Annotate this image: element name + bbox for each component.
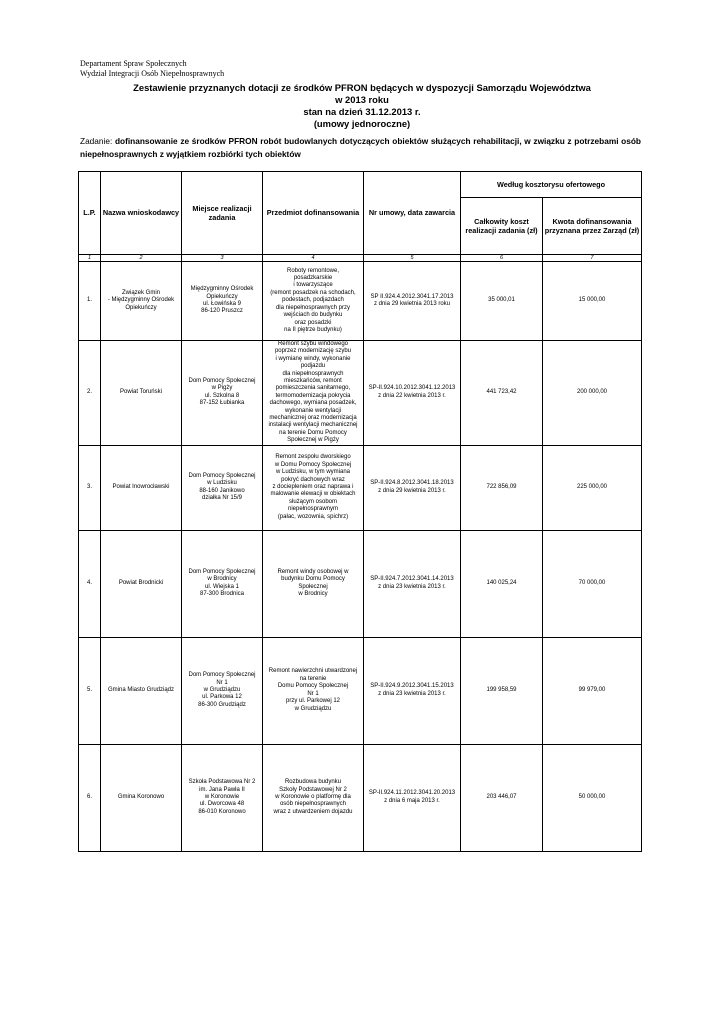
contract-cell: SP-II.924.10.2012.3041.12.2013 z dnia 22 kwietnia 2013 r. bbox=[364, 341, 461, 446]
table-row bbox=[79, 637, 642, 744]
title-line-4: (umowy jednoroczne) bbox=[313, 118, 411, 129]
col-header-subject: Przedmiot dofinansowania bbox=[263, 172, 364, 255]
place-cell: Dom Pomocy Społecznej Nr 1 w Grudziądzu ul. Parkowa 12 86-300 Grudziądz bbox=[182, 637, 263, 744]
applicant-cell: Gmina Miasto Grudziądz bbox=[101, 637, 182, 744]
total-cost-cell: 199 958,59 bbox=[461, 637, 543, 744]
document-title bbox=[80, 82, 644, 130]
place-cell: Międzygminny Ośrodek Opiekuńczy ul. Łowińska 9 86-120 Pruszcz bbox=[182, 262, 263, 341]
col-header-place: Miejsce realizacji zadania bbox=[182, 172, 263, 255]
subject-cell: Remont zespołu dworskiego w Domu Pomocy Społecznej w Ludzisku, w tym wymiana pokryć dachowych wraz z dociepleniem oraz naprawa i malowanie elewacji w obiektach służącym osobom niepełnosprawnym (pałac, wozownia, spichrz) bbox=[263, 445, 364, 530]
title-line-3: stan na dzień 31.12.2013 r. bbox=[303, 106, 421, 117]
column-number: 7 bbox=[543, 255, 642, 262]
col-header-granted-amount: Kwota dofinansowania przyznana przez Zarząd (zł) bbox=[543, 198, 642, 255]
subject-cell: Remont szybu windowego poprzez modernizację szybu i wymianę windy, wykonanie podjazdu dla niepełnosprawnych mieszkańców, remont pomieszczenia sanitarnego, termomodernizacja pokrycia dachowego, wymiana posadzek, wykonanie wentylacji mechanicznej oraz modernizacja instalacji wentylacji mechanicznej na terenie Domu Pomocy Społecznej w Pigży bbox=[263, 341, 364, 446]
column-number: 5 bbox=[364, 255, 461, 262]
header-row-1 bbox=[79, 172, 642, 198]
column-number: 3 bbox=[182, 255, 263, 262]
department-header bbox=[80, 59, 224, 79]
granted-amount-cell: 200 000,00 bbox=[543, 341, 642, 446]
contract-cell: SP II.924.4.2012.3041.17.2013 z dnia 29 kwietnia 2013 roku bbox=[364, 262, 461, 341]
place-cell: Dom Pomocy Społecznej w Brodnicy ul. Wiejska 1 87-300 Brodnica bbox=[182, 530, 263, 637]
subject-cell: Roboty remontowe, posadzkarskie i towarzyszące (remont posadzek na schodach, podestach, podjazdach dla niepełnosprawnych przy wejściach do budynku oraz posadzki na II piętrze budynku) bbox=[263, 262, 364, 341]
applicant-cell: Powiat Brodnicki bbox=[101, 530, 182, 637]
subject-cell: Rozbudowa budynku Szkoły Podstawowej Nr 2 w Koronowie o platformę dla osób niepełnosprawnych wraz z utwardzeniem dojazdu bbox=[263, 744, 364, 851]
title-line-1: Zestawienie przyznanych dotacji ze środków PFRON będących w dyspozycji Samorządu Województwa bbox=[133, 82, 591, 93]
row-number: 4. bbox=[79, 530, 101, 637]
col-header-cost-estimate-group: Według kosztorysu ofertowego bbox=[461, 172, 642, 198]
granted-amount-cell: 70 000,00 bbox=[543, 530, 642, 637]
total-cost-cell: 140 025,24 bbox=[461, 530, 543, 637]
granted-amount-cell: 15 000,00 bbox=[543, 262, 642, 341]
table-row bbox=[79, 530, 642, 637]
table-row bbox=[79, 262, 642, 341]
division-name: Wydział Integracji Osób Niepełnosprawnych bbox=[80, 69, 225, 78]
subject-cell: Remont nawierzchni utwardzonej na terenie Domu Pomocy Społecznej Nr 1 przy ul. Parkowej 12 w Grudziądzu bbox=[263, 637, 364, 744]
granted-amount-cell: 225 000,00 bbox=[543, 445, 642, 530]
col-header-lp: L.P. bbox=[79, 172, 101, 255]
row-number: 1. bbox=[79, 262, 101, 341]
contract-cell: SP-II.924.11.2012.3041.20.2013 z dnia 6 maja 2013 r. bbox=[364, 744, 461, 851]
place-cell: Dom Pomocy Społecznej w Ludzisku 88-160 Janikowo działka Nr 15/9 bbox=[182, 445, 263, 530]
task-label: Zadanie: bbox=[80, 136, 113, 146]
task-description bbox=[80, 135, 641, 161]
table-row bbox=[79, 445, 642, 530]
row-number: 5. bbox=[79, 637, 101, 744]
subject-cell: Remont windy osobowej w budynku Domu Pomocy Społecznej w Brodnicy bbox=[263, 530, 364, 637]
table-row bbox=[79, 744, 642, 851]
task-text: dofinansowanie ze środków PFRON robót budowlanych dotyczących obiektów służących rehabilitacji, w związku z potrzebami osób niepełnosprawnych z wyjątkiem rozbiórki tych obiektów bbox=[80, 136, 641, 159]
total-cost-cell: 35 000,01 bbox=[461, 262, 543, 341]
granted-amount-cell: 99 979,00 bbox=[543, 637, 642, 744]
row-number: 3. bbox=[79, 445, 101, 530]
row-number: 2. bbox=[79, 341, 101, 446]
column-number: 4 bbox=[263, 255, 364, 262]
contract-cell: SP-II.924.9.2012.3041.15.2013 z dnia 23 kwietnia 2013 r. bbox=[364, 637, 461, 744]
title-line-2: w 2013 roku bbox=[335, 94, 389, 105]
grants-table bbox=[78, 171, 642, 852]
table-row bbox=[79, 341, 642, 446]
column-number: 2 bbox=[101, 255, 182, 262]
contract-cell: SP-II.924.7.2012.3041.14.2013 z dnia 23 kwietnia 2013 r. bbox=[364, 530, 461, 637]
col-header-total-cost: Całkowity koszt realizacji zadania (zł) bbox=[461, 198, 543, 255]
applicant-cell: Powiat Toruński bbox=[101, 341, 182, 446]
column-number-row bbox=[79, 255, 642, 262]
table-body bbox=[79, 262, 642, 852]
place-cell: Szkoła Podstawowa Nr 2 im. Jana Pawła II w Koronowie ul. Dworcowa 48 86-010 Koronowo bbox=[182, 744, 263, 851]
applicant-cell: Związek Gmin - Międzygminny Ośrodek Opiekuńczy bbox=[101, 262, 182, 341]
col-header-applicant: Nazwa wnioskodawcy bbox=[101, 172, 182, 255]
place-cell: Dom Pomocy Społecznej w Pigży ul. Szkolna 8 87-152 Łubianka bbox=[182, 341, 263, 446]
contract-cell: SP-II.924.8.2012.3041.18.2013 z dnia 29 kwietnia 2013 r. bbox=[364, 445, 461, 530]
row-number: 6. bbox=[79, 744, 101, 851]
applicant-cell: Powiat Inowrocławski bbox=[101, 445, 182, 530]
applicant-cell: Gmina Koronowo bbox=[101, 744, 182, 851]
column-number: 6 bbox=[461, 255, 543, 262]
total-cost-cell: 441 723,42 bbox=[461, 341, 543, 446]
total-cost-cell: 203 446,07 bbox=[461, 744, 543, 851]
column-number: 1 bbox=[79, 255, 101, 262]
col-header-contract: Nr umowy, data zawarcia bbox=[364, 172, 461, 255]
total-cost-cell: 722 856,09 bbox=[461, 445, 543, 530]
department-name: Departament Spraw Społecznych bbox=[80, 59, 187, 68]
granted-amount-cell: 50 000,00 bbox=[543, 744, 642, 851]
